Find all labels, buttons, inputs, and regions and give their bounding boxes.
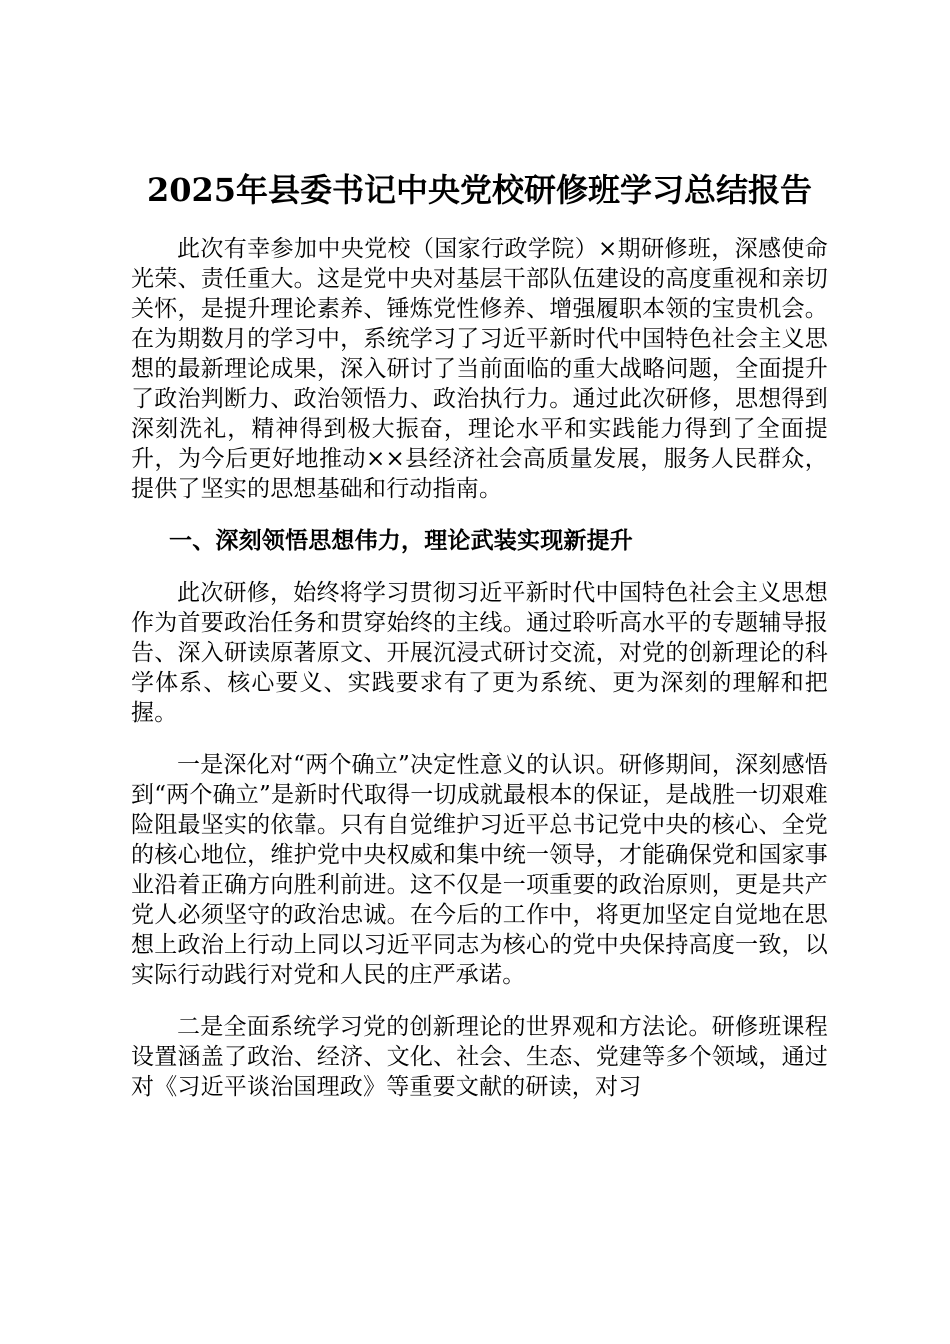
document-page: [131, 168, 828, 1124]
intro-paragraph: 此次有幸参加中央党校（国家行政学院）×期研修班，深感使命光荣、责任重大。这是党中央对基层干部队伍建设的高度重视和亲切关怀，是提升理论素养、锤炼党性修养、增强履职本领的宝贵机会。在为期数月的学习中，系统学习了习近平新时代中国特色社会主义思想的最新理论成果，深入研讨了当前面临的重大战略问题，全面提升了政治判断力、政治领悟力、政治执行力。通过此次研修，思想得到深刻洗礼，精神得到极大振奋，理论水平和实践能力得到了全面提升，为今后更好地推动××县经济社会高质量发展，服务人民群众，提供了坚实的思想基础和行动指南。: [131, 236, 828, 502]
section1-paragraph-1: 此次研修，始终将学习贯彻习近平新时代中国特色社会主义思想作为首要政治任务和贯穿始终的主线。通过聆听高水平的专题辅导报告、深入研读原著原文、开展沉浸式研讨交流，对党的创新理论的科学体系、核心要义、实践要求有了更为系统、更为深刻的理解和把握。: [131, 580, 828, 726]
section1-paragraph-3: 二是全面系统学习党的创新理论的世界观和方法论。研修班课程设置涵盖了政治、经济、文化、社会、生态、党建等多个领域，通过对《习近平谈治国理政》等重要文献的研读，对习: [131, 1014, 828, 1100]
section1-paragraph-2: 一是深化对“两个确立”决定性意义的认识。研修期间，深刻感悟到“两个确立”是新时代取得一切成就最根本的保证，是战胜一切艰难险阻最坚实的依靠。只有自觉维护习近平总书记党中央的核心、全党的核心地位，维护党中央权威和集中统一领导，才能确保党和国家事业沿着正确方向胜利前进。这不仅是一项重要的政治原则，更是共产党人必须坚守的政治忠诚。在今后的工作中，将更加坚定自觉地在思想上政治上行动上同以习近平同志为核心的党中央保持高度一致，以实际行动践行对党和人民的庄严承诺。: [131, 752, 828, 988]
section-heading-1: 一、深刻领悟思想伟力，理论武装实现新提升: [169, 527, 633, 554]
document-title: 2025年县委书记中央党校研修班学习总结报告: [146, 171, 813, 209]
